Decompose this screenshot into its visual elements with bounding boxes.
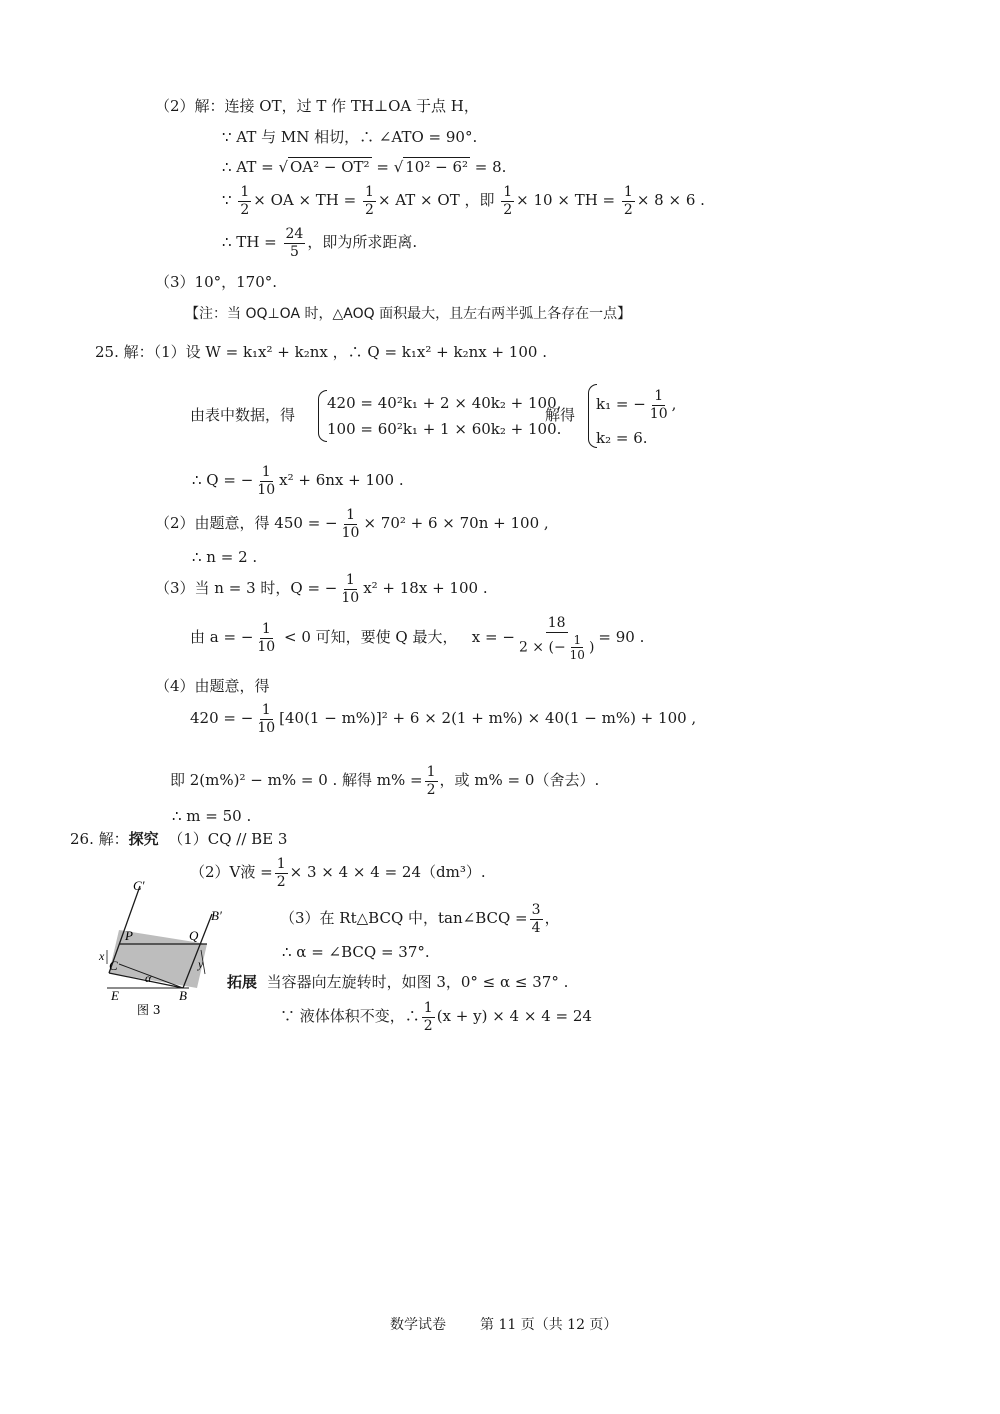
q24-th-result: ∴ TH = $\frac{24}{5}$ ，即为所求距离. (222, 225, 418, 260)
fraction-half: $\frac{1}{2}$ (240, 183, 250, 218)
q26-tan-equation: （3）在 Rt△BCQ 中，tan∠BCQ = $\frac{3}{4}$ ， (280, 901, 560, 936)
q25-part2-equation: （2）由题意，得 450 = − $\frac{1}{10}$ × 70² + 6 × 70n + 100 , (155, 506, 549, 541)
fig-label-c: C (109, 958, 118, 973)
q25-solution-k2: k₂ = 6. (596, 429, 648, 447)
q25-equation-2: 100 = 60²k₁ + 1 × 60k₂ + 100. (327, 420, 562, 438)
q25-table-intro: 由表中数据，得 (190, 406, 296, 424)
footer-subject: 数学试卷 (390, 1317, 446, 1333)
fig-label-e: E (111, 988, 119, 1003)
q24-part3: （3）10°，170°. (155, 273, 278, 291)
q25-equation-1: 420 = 40²k₁ + 2 × 40k₂ + 100, (327, 394, 562, 412)
figure-3-diagram (95, 878, 235, 1018)
fraction-half: $\frac{1}{2}$ (623, 183, 633, 218)
fraction-half: $\frac{1}{2}$ (365, 183, 374, 218)
q25-heading: 25. 解：（1）设 W = k₁x² + k₂nx ，∴ Q = k₁x² + k₂nx + 100 . (95, 343, 547, 361)
q25-part4-heading: （4）由题意，得 (155, 677, 270, 695)
q26-extension: 拓展 当容器向左旋转时，如图 3，0° ≤ α ≤ 37° . (227, 973, 569, 991)
fig-caption: 图 3 (137, 1003, 161, 1017)
q25-system-brace (318, 390, 327, 442)
fig-label-q: Q (189, 928, 199, 943)
q25-part3-formula: （3）当 n = 3 时，Q = − $\frac{1}{10}$ x² + 18x + 100 . (155, 571, 488, 606)
fig-label-b-prime: B′ (211, 908, 222, 923)
fig-label-b: B (179, 988, 187, 1003)
fig-label-c-prime: C′ (133, 878, 145, 893)
q24-note: 【注：当 OQ⊥OA 时，△AOQ 面积最大，且左右两半弧上各存在一点】 (185, 306, 632, 322)
fig-label-alpha: α (145, 971, 152, 985)
fig-label-y: y (198, 957, 204, 971)
footer-page-number: 第 11 页（共 12 页） (480, 1317, 618, 1333)
q25-part4-solve: 即 2(m%)² − m% = 0 . 解得 m% = $\frac{1}{2}$ ，或 m% = 0（舍去）. (170, 763, 600, 798)
q26-alpha-result: ∴ α = ∠BCQ = 37°. (282, 943, 430, 961)
q24-area-equation: ∵ $\frac{1}{2}$ × OA × TH = $\frac{1}{2}$ × AT × OT ，即 $\frac{1}{2}$ × 10 × TH = $\frac{1}{2}$ × 8 × 6 . (222, 183, 705, 218)
q25-part4-result: ∴ m = 50 . (172, 807, 252, 825)
q25-part3-max: 由 a = − $\frac{1}{10}$ < 0 可知，要使 Q 最大， x = − 18 2 × (− $\frac{1}{10}$ ) = 90 . (190, 614, 645, 662)
q24-at-length: ∴ AT = √ OA² − OT² = √ 10² − 6² = 8. (222, 158, 507, 176)
fraction-half: $\frac{1}{2}$ (503, 183, 513, 218)
q25-part4-equation: 420 = − $\frac{1}{10}$ [40(1 − m%)]² + 6 × 2(1 + m%) × 40(1 − m%) + 100 , (190, 701, 697, 736)
q24-part2-heading: （2）解：连接 OT，过 T 作 TH⊥OA 于点 H， (155, 97, 479, 115)
q26-volume-constant: ∵ 液体体积不变，∴ $\frac{1}{2}$ (x + y) × 4 × 4 = 24 (280, 999, 592, 1034)
q25-part2-result: ∴ n = 2 . (192, 548, 258, 566)
q25-q-formula: ∴ Q = − $\frac{1}{10}$ x² + 6nx + 100 . (192, 463, 404, 498)
q24-tangent-line: ∵ AT 与 MN 相切，∴ ∠ATO = 90°. (222, 128, 478, 146)
q26-heading: 26. 解：探究 （1）CQ // BE 3 (70, 830, 288, 848)
fig-label-p: P (125, 928, 133, 943)
fig-label-x: x (99, 949, 105, 963)
q25-solution-k1: k₁ = − $\frac{1}{10}$ , (596, 387, 677, 422)
q26-volume: （2）V液 = $\frac{1}{2}$ × 3 × 4 × 4 = 24（dm³）. (190, 855, 486, 890)
q25-solve-label: 解得 (545, 406, 576, 424)
